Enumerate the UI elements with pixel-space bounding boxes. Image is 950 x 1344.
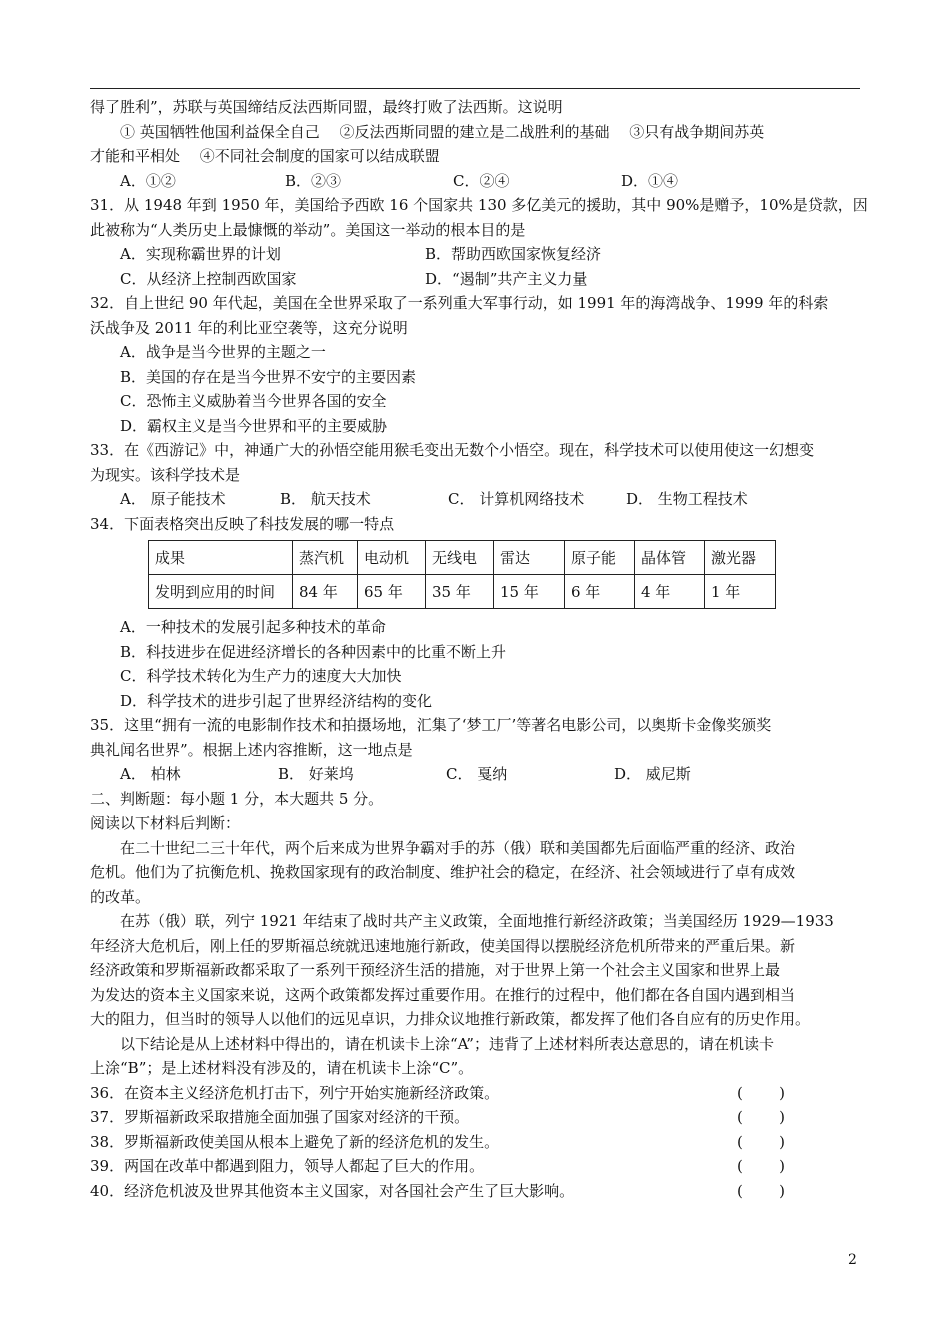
answer-blank [737, 1154, 785, 1179]
table-cell: 发明到应用的时间 [149, 575, 293, 609]
q31-option-d: D．“遏制”共产主义力量 [425, 269, 588, 288]
section2-intro: 阅读以下材料后判断： [90, 814, 241, 832]
answer-blank [737, 1130, 785, 1155]
q35-option-b: B． 好莱坞 [278, 765, 354, 783]
table-cell: 4 年 [635, 575, 705, 609]
material-p1-line: 在二十世纪二三十年代，两个后来成为世界争霸对手的苏（俄）联和美国都先后面临严重的经济、政治 [120, 838, 796, 857]
q30-option-b: B．②③ [285, 171, 342, 190]
table-cell: 1 年 [705, 575, 776, 609]
q33-options [90, 487, 865, 512]
paren-open: ( [737, 1132, 743, 1151]
q35-options [90, 762, 865, 787]
q34-option-a: A．一种技术的发展引起多种技术的革命 [120, 618, 386, 636]
q33-stem: 33．在《西游记》中，神通广大的孙悟空能用猴毛变出无数个小悟空。现在，科学技术可以使用使这一幻想变 [90, 441, 815, 459]
paren-close: ) [779, 1132, 785, 1151]
table-cell: 晶体管 [635, 541, 705, 575]
q30-option-c: C．②④ [453, 171, 510, 190]
q33-stem-cont: 为现实。该科学技术是 [90, 465, 241, 484]
paren-close: ) [779, 1083, 785, 1102]
table-cell: 原子能 [565, 541, 635, 575]
judge-item-text: 39．两国在改革中都遇到阻力，领导人都起了巨大的作用。 [90, 1157, 485, 1175]
page-content [90, 95, 868, 1203]
q34-option-b: B．科技进步在促进经济增长的各种因素中的比重不断上升 [120, 642, 507, 661]
table-cell: 35 年 [426, 575, 494, 609]
table-cell: 电动机 [358, 541, 426, 575]
q32-stem: 32．自上世纪 90 年代起，美国在全世界采取了一系列重大军事行动，如 1991 年的海湾战争、1999 年的科索 [90, 294, 829, 312]
paren-open: ( [737, 1157, 743, 1175]
q31-option-b: B．帮助西欧国家恢复经济 [425, 245, 602, 263]
judge-item-39 [90, 1154, 865, 1179]
q30-stem-cont: 得了胜利”，苏联与英国缔结反法西斯同盟，最终打败了法西斯。这说明 [90, 98, 563, 116]
q33-option-a: A． 原子能技术 [120, 490, 226, 508]
material-p1-line: 的改革。 [90, 887, 151, 906]
q32-option-d: D．霸权主义是当今世界和平的主要威胁 [120, 416, 388, 435]
table-cell: 15 年 [494, 575, 565, 609]
answer-blank [737, 1081, 785, 1106]
q33-option-d: D． 生物工程技术 [626, 490, 748, 508]
table-row [149, 541, 776, 575]
answer-blank [737, 1179, 785, 1204]
q35-option-c: C． 戛纳 [446, 765, 508, 783]
q31-option-a: A．实现称霸世界的计划 [120, 245, 281, 263]
table-cell: 无线电 [426, 541, 494, 575]
q35-option-a: A． 柏林 [120, 765, 181, 783]
q35-stem: 35．这里“拥有一流的电影制作技术和拍摄场地，汇集了‘梦工厂’等著名电影公司，以奥斯卡金像奖颁奖 [90, 716, 772, 734]
paren-close: ) [779, 1108, 785, 1126]
paren-open: ( [737, 1108, 743, 1126]
q32-option-a: A．战争是当今世界的主题之一 [120, 343, 326, 361]
material-p2-line: 为发达的资本主义国家来说，这两个政策都发挥过重要作用。在推行的过程中，他们都在各自国内遇到相当 [90, 985, 796, 1004]
judge-item-text: 38．罗斯福新政使美国从根本上避免了新的经济危机的发生。 [90, 1132, 500, 1151]
q30-option-a: A．①② [120, 171, 176, 190]
q31-stem-cont: 此被称为“人类历史上最慷慨的举动”。美国这一举动的根本目的是 [90, 220, 526, 239]
material-p2-line: 大的阻力，但当时的领导人以他们的远见卓识，力排众议地推行新政策，都发挥了他们各自应有的历史作用。 [90, 1010, 811, 1028]
q30-statements-cont: 才能和平相处 ④不同社会制度的国家可以结成联盟 [90, 147, 440, 165]
table-row [149, 575, 776, 609]
judge-item-38 [90, 1130, 865, 1155]
page-number: 2 [848, 1252, 857, 1268]
paren-close: ) [779, 1157, 785, 1175]
q31-option-c: C．从经济上控制西欧国家 [120, 269, 297, 288]
table-cell: 6 年 [565, 575, 635, 609]
q35-stem-cont: 典礼闻名世界”。根据上述内容推断，这一地点是 [90, 740, 413, 759]
q33-option-b: B． 航天技术 [280, 490, 371, 508]
judge-item-36 [90, 1081, 865, 1106]
paren-close: ) [779, 1181, 785, 1200]
table-cell: 成果 [149, 541, 293, 575]
judge-item-40 [90, 1179, 865, 1204]
header-rule [90, 88, 860, 89]
tech-table [148, 540, 776, 609]
table-cell: 84 年 [293, 575, 358, 609]
judge-item-text: 36．在资本主义经济危机打击下，列宁开始实施新经济政策。 [90, 1083, 500, 1102]
q30-statements: ① 英国牺牲他国利益保全自己 ②反法西斯同盟的建立是二战胜利的基础 ③只有战争期间苏英 [120, 122, 765, 141]
paren-open: ( [737, 1181, 743, 1200]
material-p2-line: 年经济大危机后，刚上任的罗斯福总统就迅速地施行新政，使美国得以摆脱经济危机所带来的严重后果。新 [90, 936, 796, 955]
judge-item-text: 40．经济危机波及世界其他资本主义国家，对各国社会产生了巨大影响。 [90, 1181, 575, 1200]
q30-option-d: D．①④ [621, 171, 679, 190]
q31-options-ab [90, 242, 865, 267]
answer-blank [737, 1105, 785, 1130]
q33-option-c: C． 计算机网络技术 [448, 490, 585, 508]
q31-stem: 31．从 1948 年到 1950 年，美国给予西欧 16 个国家共 130 多亿美元的援助，其中 90%是赠予，10%是贷款，因 [90, 196, 868, 214]
q30-options [90, 169, 865, 194]
q32-option-b: B．美国的存在是当今世界不安宁的主要因素 [120, 367, 417, 386]
material-p2-line: 在苏（俄）联，列宁 1921 年结束了战时共产主义政策，全面地推行新经济政策；当美国经历 1929—1933 [120, 912, 834, 930]
table-cell: 激光器 [705, 541, 776, 575]
q34-option-d: D．科学技术的进步引起了世界经济结构的变化 [120, 691, 433, 710]
judge-item-37 [90, 1105, 865, 1130]
q34-stem: 34．下面表格突出反映了科技发展的哪一特点 [90, 514, 395, 533]
paren-open: ( [737, 1083, 743, 1102]
table-cell: 雷达 [494, 541, 565, 575]
q35-option-d: D． 威尼斯 [614, 765, 691, 783]
judge-item-text: 37．罗斯福新政采取措施全面加强了国家对经济的干预。 [90, 1108, 470, 1126]
material-p1-line: 危机。他们为了抗衡危机、挽救国家现有的政治制度、维护社会的稳定，在经济、社会领域进行了卓有成效 [90, 863, 796, 881]
section2-title: 二、判断题：每小题 1 分，本大题共 5 分。 [90, 789, 384, 808]
q32-option-c: C．恐怖主义威胁着当今世界各国的安全 [120, 392, 387, 410]
instruction-line: 上涂“B”；是上述材料没有涉及的，请在机读卡上涂“C”。 [90, 1059, 474, 1077]
material-p2-line: 经济政策和罗斯福新政都采取了一系列干预经济生活的措施，对于世界上第一个社会主义国家和世界上最 [90, 961, 781, 979]
q34-option-c: C．科学技术转化为生产力的速度大大加快 [120, 667, 402, 685]
table-cell: 蒸汽机 [293, 541, 358, 575]
q32-stem-cont: 沃战争及 2011 年的利比亚空袭等，这充分说明 [90, 318, 408, 337]
table-cell: 65 年 [358, 575, 426, 609]
instruction-line: 以下结论是从上述材料中得出的，请在机读卡上涂“A”；违背了上述材料所表达意思的，请在机读卡 [120, 1034, 774, 1053]
q31-options-cd [90, 267, 865, 292]
